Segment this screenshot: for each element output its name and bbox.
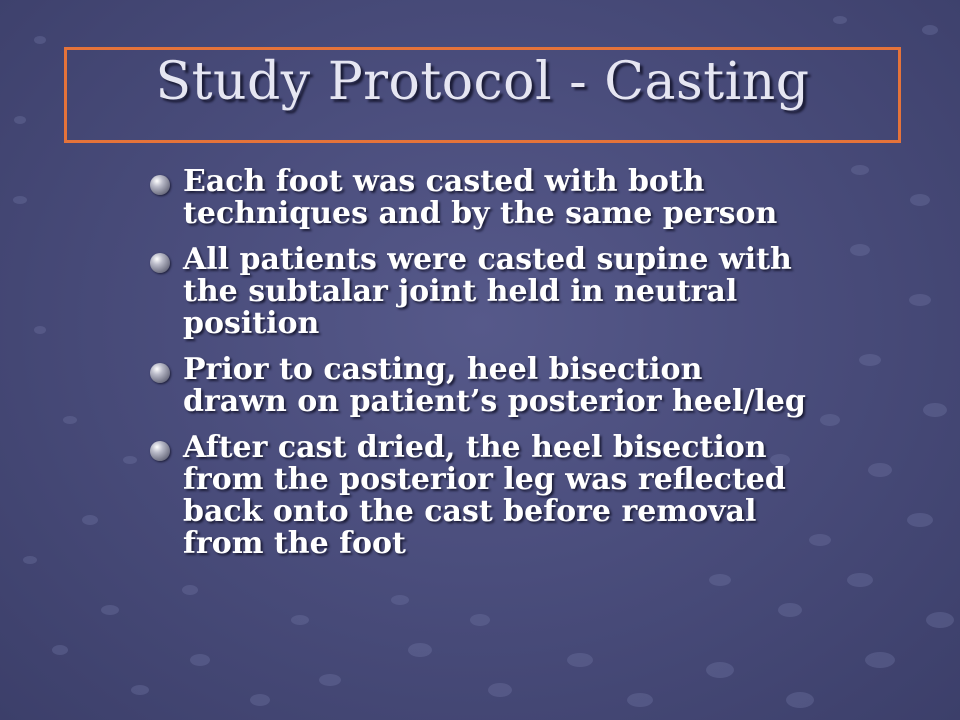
bullet-sphere-icon	[150, 363, 170, 383]
bullet-sphere-icon	[150, 175, 170, 195]
bullet-text: Each foot was casted with both techniques and by the same person	[183, 164, 778, 231]
bullet-text: After cast dried, the heel bisection from the posterior leg was reflected back onto the cast before removal from the foot	[183, 430, 786, 561]
bullet-sphere-icon	[150, 253, 170, 273]
bullet-sphere-icon	[150, 441, 170, 461]
bullet-item	[150, 166, 810, 230]
bullet-item	[150, 354, 810, 418]
bullet-item	[150, 432, 810, 560]
bullet-text: All patients were casted supine with the subtalar joint held in neutral position	[183, 242, 792, 341]
bullet-list	[150, 166, 810, 574]
slide-title: Study Protocol - Casting	[155, 52, 810, 112]
bullet-text: Prior to casting, heel bisection drawn on patient’s posterior heel/leg	[183, 352, 806, 419]
bullet-item	[150, 244, 810, 340]
